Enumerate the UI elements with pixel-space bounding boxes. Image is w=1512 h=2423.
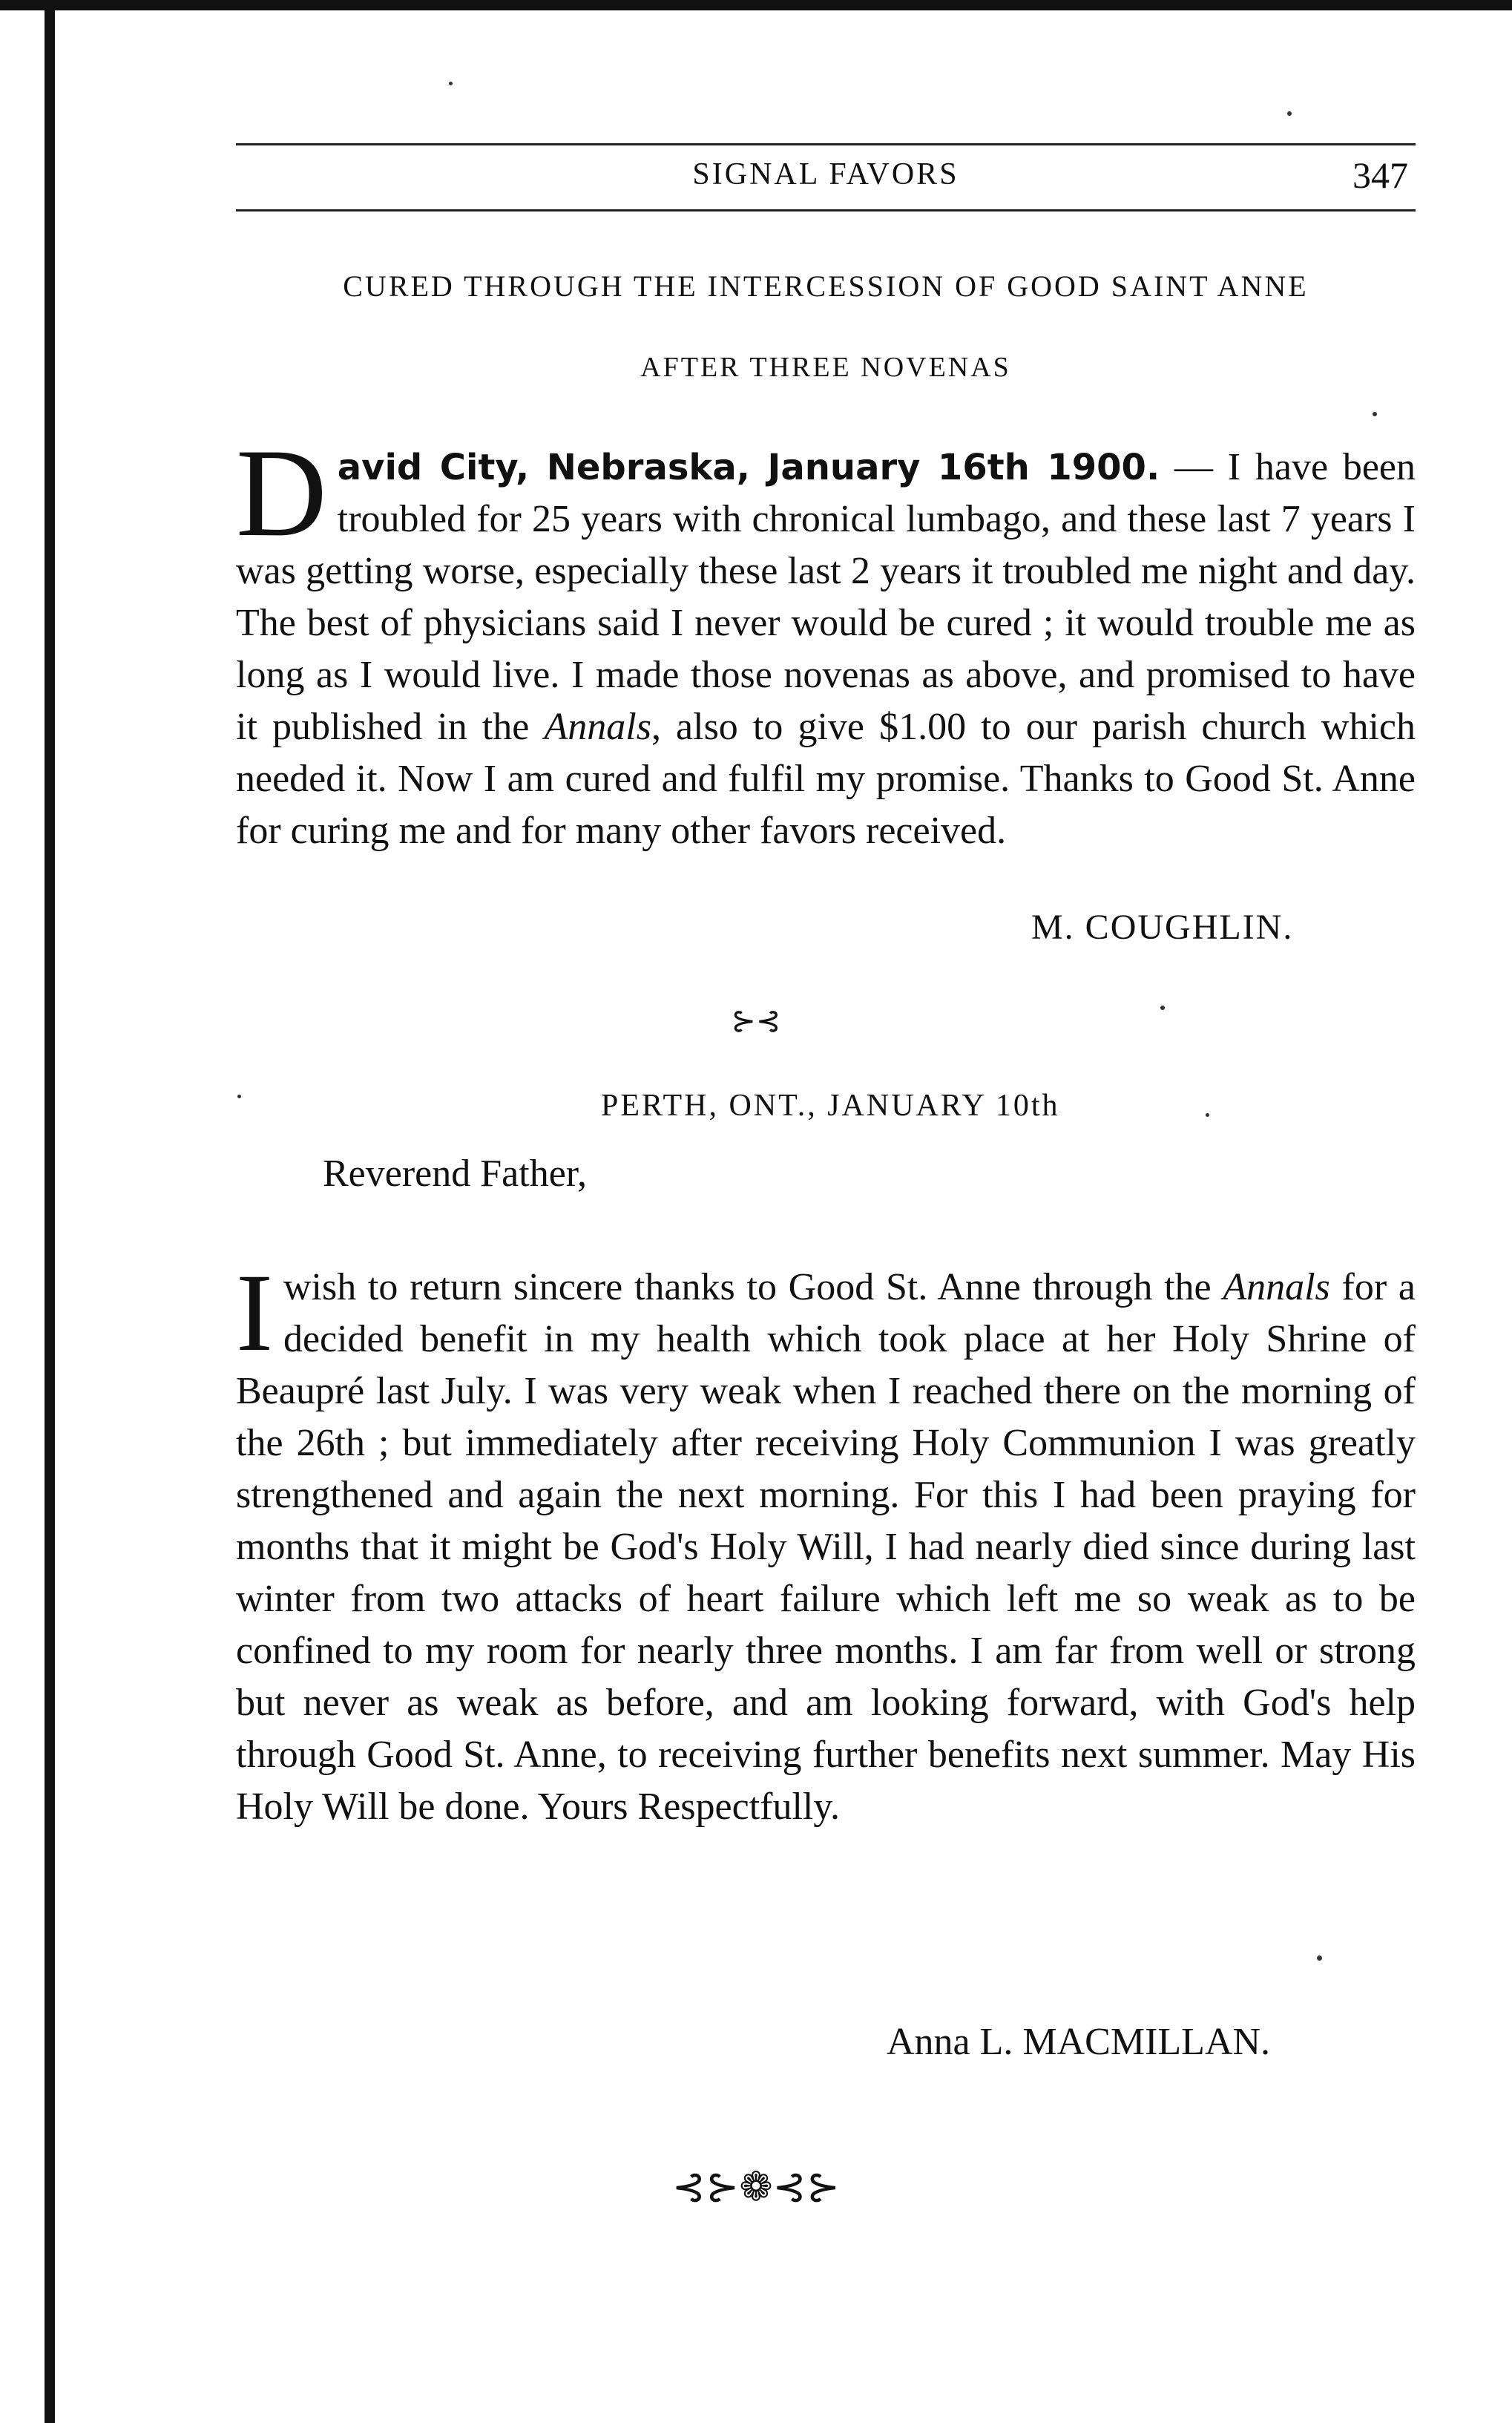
letter2-annals: Annals <box>1223 1266 1330 1308</box>
letter1-subtitle: AFTER THREE NOVENAS <box>640 352 1011 383</box>
print-speck <box>1160 1006 1165 1010</box>
tailpiece-ornament: ⊰⊱❁⊰⊱ <box>671 2165 841 2209</box>
divider-ornament: ⊱⊰ <box>731 1004 781 1037</box>
header-rule-top <box>236 143 1416 145</box>
letter1-body <box>236 423 1416 857</box>
running-title: SIGNAL FAVORS <box>692 157 959 191</box>
letter2-body <box>236 1251 1416 1833</box>
letter2-text: for a decided benefit in my health which took place at her Holy Shrine of Beaupré last July. I was very weak when I reached there on the morning of the 26th ; but immediately after receiving Holy Communion I was greatly strengthened and again the next morning. For this I had been praying for months that it might be God's Holy Will, I had nearly died since during last winter from two attacks of heart failure which left me so weak as to be confined to my room for nearly three months. I am far from well or strong but never as weak as before, and am looking forward, with God's help through Good St. Anne, to receiving further benefits next summer. May His Holy Will be done. Yours Respectfully. <box>236 1266 1416 1828</box>
letter1-signature: M. COUGHLIN. <box>1031 908 1294 947</box>
print-speck <box>237 1095 241 1098</box>
letter2-text-start: wish to return sincere thanks to Good St. Anne through the <box>283 1266 1223 1308</box>
letter1-lead: avid City, Nebraska, January 16th 1900. <box>337 447 1160 488</box>
print-speck <box>1206 1113 1209 1117</box>
running-header <box>236 152 1416 197</box>
print-speck <box>1317 1955 1322 1961</box>
print-speck <box>449 82 453 85</box>
header-rule-bottom <box>236 209 1416 212</box>
letter2-salutation: Reverend Father, <box>323 1153 588 1195</box>
letter1-text: — I have been troubled for 25 years with chronical lumbago, and these last 7 years I was getting worse, especially these last 2 years it troubled me night and day. The best of physicians said I never would be cured ; it would trouble me as long as I would live. I made those novenas as above, and promised to have it published in the <box>236 446 1416 748</box>
letter1-annals: Annals <box>544 706 651 748</box>
letter1-title: CURED THROUGH THE INTERCESSION OF GOOD SAINT ANNE <box>343 269 1309 303</box>
letter2-dropcap: I <box>236 1251 273 1374</box>
page-number: 347 <box>1352 154 1408 196</box>
page-top-edge <box>0 0 1512 10</box>
letter1-text2: , also to give $1.00 to our parish church which needed it. Now I am cured and fulfil my promise. Thanks to Good St. Anne for curing me and for many other favors received. <box>236 706 1416 852</box>
print-speck <box>1287 111 1292 116</box>
letter1-dropcap: D <box>236 423 327 563</box>
letter2-dateline: PERTH, ONT., JANUARY 10th <box>601 1089 1060 1123</box>
letter2-signature: Anna L. MACMILLAN. <box>887 2021 1271 2063</box>
binding-edge <box>45 0 55 2423</box>
print-speck <box>1373 412 1377 416</box>
